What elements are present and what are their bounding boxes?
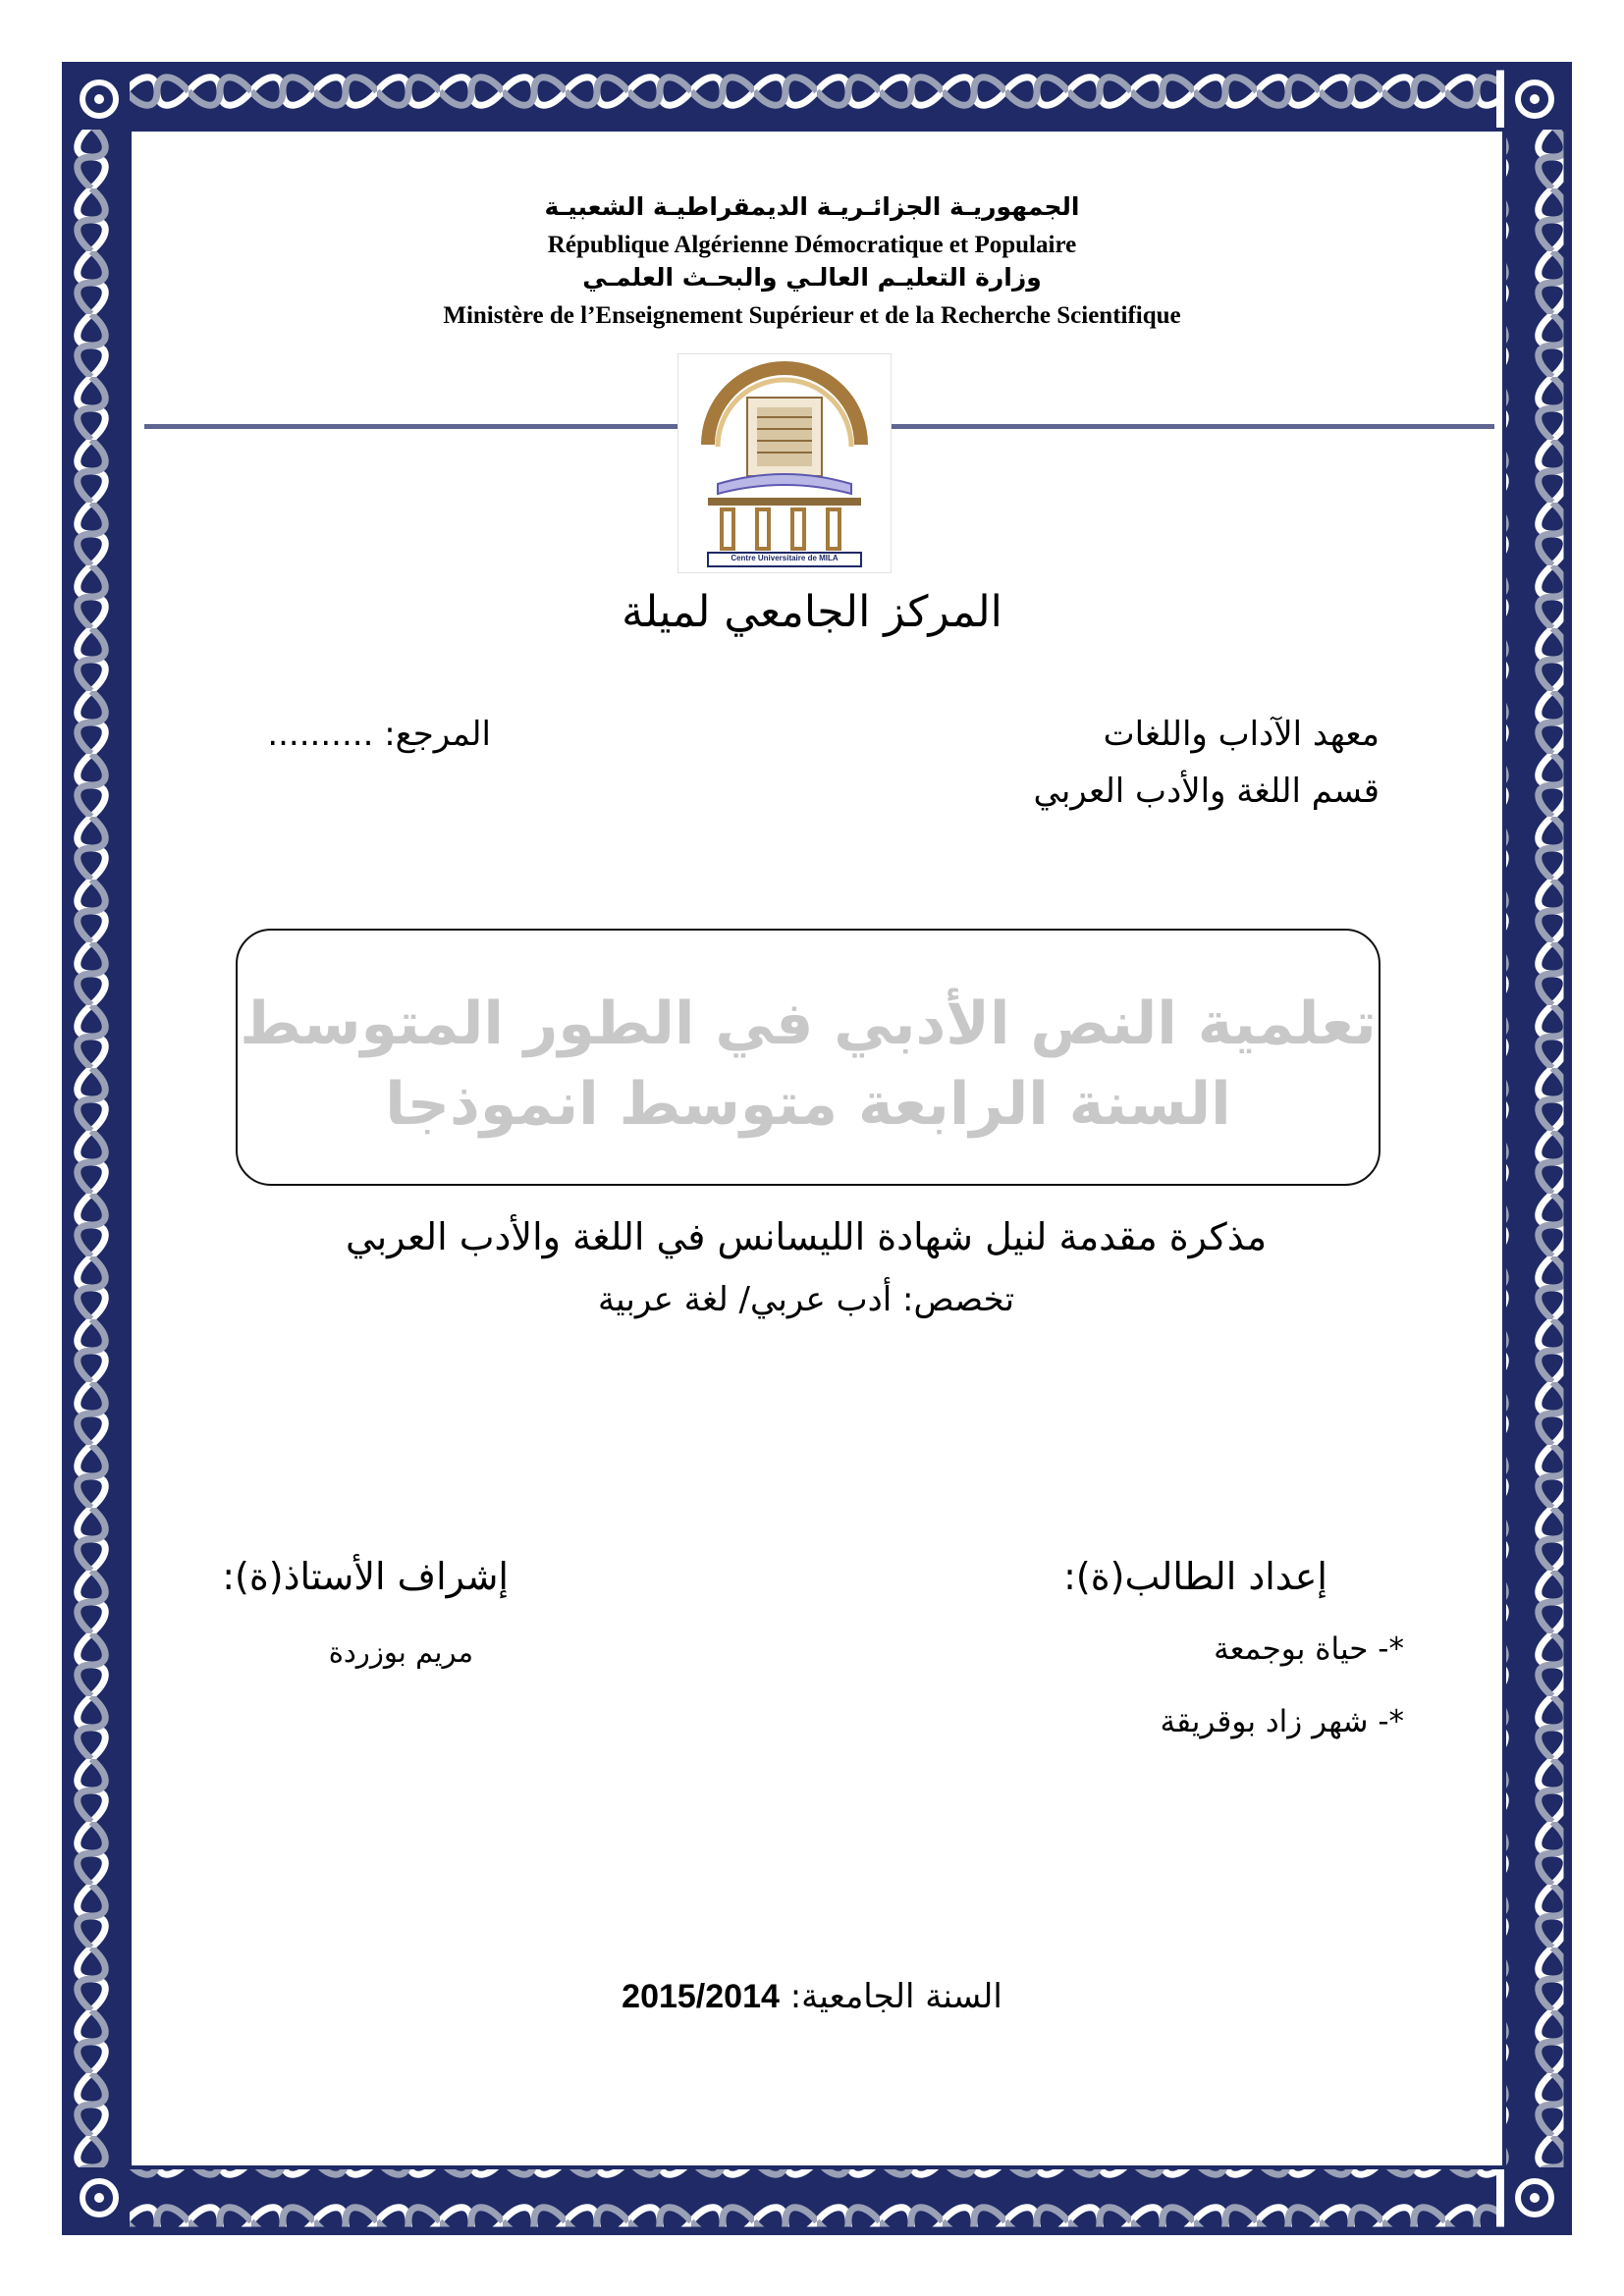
republic-name-french: République Algérienne Démocratique et Populaire <box>547 232 1077 258</box>
academic-year-value: 2015/2014 <box>622 1978 780 2015</box>
student-name: *- شهر زاد بوقريقة <box>1160 1704 1404 1739</box>
thesis-title-line-1: تعلمية النص الأدبي في الطور المتوسط <box>240 989 1377 1058</box>
logo-caption: Centre Universitaire de MILA <box>731 554 839 562</box>
department-name: قسم اللغة والأدب العربي <box>1033 772 1380 811</box>
reference-field: المرجع: .......... <box>267 715 491 754</box>
ministry-name-french: Ministère de l’Enseignement Supérieur et de la Recherche Scientifique <box>443 302 1181 329</box>
academic-year <box>393 1977 1231 2016</box>
thesis-title-line-2: السنة الرابعة متوسط انموذجا <box>385 1070 1231 1139</box>
student-name: *- حياة بوجمعة <box>1214 1631 1404 1667</box>
header-rule-right <box>890 424 1494 429</box>
students-label: إعداد الطالب(ة): <box>1063 1555 1327 1598</box>
institute-name: معهد الآداب واللغات <box>1103 715 1380 754</box>
university-logo <box>677 353 892 573</box>
thesis-title-box <box>236 929 1380 1186</box>
supervisor-label: إشراف الأستاذ(ة): <box>222 1555 509 1598</box>
institution-name: المركز الجامعي لميلة <box>622 587 1002 637</box>
specialty: تخصص: أدب عربي/ لغة عربية <box>597 1280 1015 1319</box>
republic-name-arabic: الجمهوريـة الجزائـريـة الديمقراطيـة الشعبيـة <box>544 192 1080 221</box>
ministry-name-arabic: وزارة التعليـم العالـي والبحـث العلمـي <box>582 263 1042 292</box>
academic-year-label: السنة الجامعية: <box>789 1977 1002 2016</box>
supervisor-name: مريم بوزردة <box>328 1635 473 1669</box>
header-rule-left <box>144 424 677 429</box>
memo-statement: مذكرة مقدمة لنيل شهادة الليسانس في اللغة والأدب العربي <box>345 1215 1268 1258</box>
